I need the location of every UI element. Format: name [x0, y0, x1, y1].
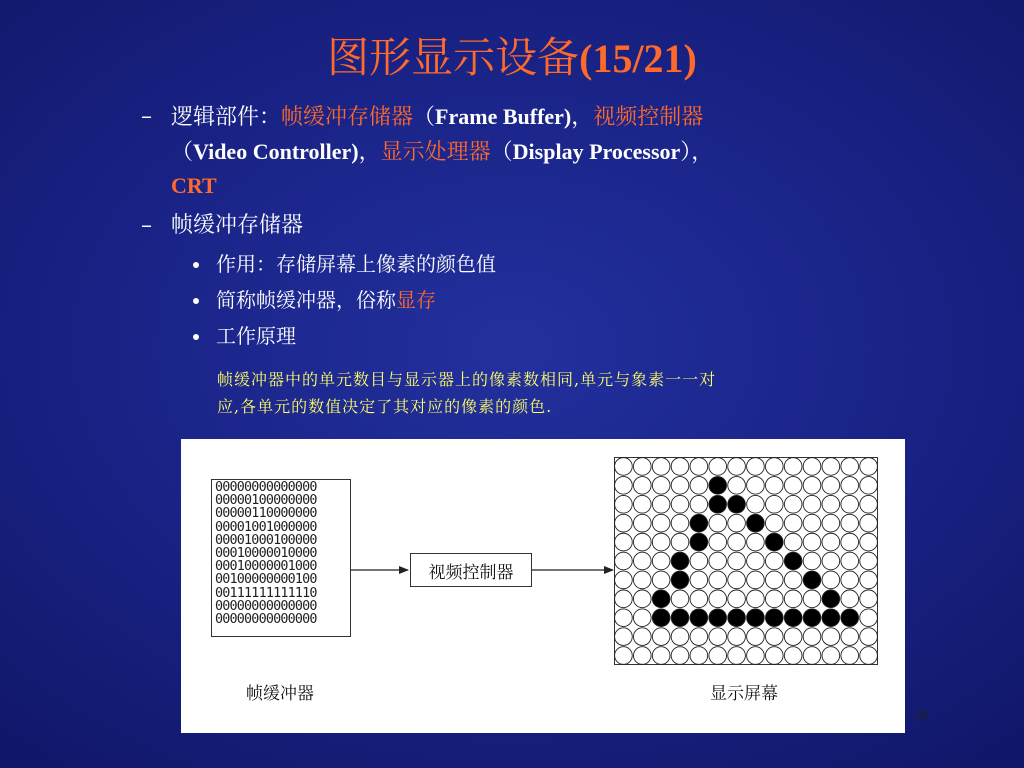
pixel-off [709, 458, 727, 476]
slide-title-text: 图形显示设备 [327, 33, 580, 82]
pixel-off [841, 628, 859, 646]
pixel-lit [803, 609, 821, 627]
pixel-off [784, 647, 802, 665]
pixel-off [765, 571, 783, 589]
text-segment: Display Processor [512, 139, 681, 164]
pixel-off [841, 533, 859, 551]
pixel-lit [709, 609, 727, 627]
pixel-off [765, 590, 783, 608]
pixel-off [690, 571, 708, 589]
pixel-lit [652, 590, 670, 608]
pixel-lit [652, 609, 670, 627]
slide-title-number: (15/21) [579, 36, 697, 81]
pixel-off [633, 571, 651, 589]
pixel-off [784, 495, 802, 513]
pixel-off [747, 477, 765, 495]
pixel-off [728, 458, 746, 476]
pixel-off [633, 647, 651, 665]
pixel-off [860, 552, 878, 570]
pixel-off [784, 533, 802, 551]
pixel-off [747, 552, 765, 570]
pixel-lit [728, 609, 746, 627]
pixel-off [784, 458, 802, 476]
pixel-off [671, 628, 689, 646]
pixel-off [633, 458, 651, 476]
pixel-off [803, 458, 821, 476]
pixel-off [728, 533, 746, 551]
pixel-off [747, 533, 765, 551]
pixel-off [709, 590, 727, 608]
frame-buffer-heading: 帧缓冲存储器 [171, 213, 304, 238]
pixel-off [633, 590, 651, 608]
pixel-off [652, 647, 670, 665]
sub-bullet-alias [216, 285, 436, 315]
pixel-lit [690, 533, 708, 551]
pixel-off [841, 590, 859, 608]
pixel-lit [803, 571, 821, 589]
pixel-off [690, 647, 708, 665]
pixel-off [633, 477, 651, 495]
pixel-off [671, 647, 689, 665]
pixel-off [615, 458, 633, 476]
pixel-off [652, 495, 670, 513]
pixel-off [860, 571, 878, 589]
pixel-off [709, 571, 727, 589]
buffer-row: 00111111111110 [215, 585, 317, 601]
pixel-off [728, 628, 746, 646]
pixel-lit [671, 571, 689, 589]
pixel-off [784, 514, 802, 532]
text-segment: ）， [680, 140, 714, 165]
pixel-off [690, 590, 708, 608]
buffer-row: 00000100000000 [215, 493, 317, 509]
logical-parts-line-3 [171, 171, 217, 202]
pixel-off [765, 552, 783, 570]
pixel-off [747, 590, 765, 608]
pixel-off [765, 477, 783, 495]
pixel-off [860, 514, 878, 532]
pixel-off [747, 495, 765, 513]
pixel-off [841, 514, 859, 532]
text-segment: Video Controller) [193, 139, 359, 164]
frame-buffer-grid [211, 479, 351, 637]
pixel-off [690, 552, 708, 570]
pixel-off [615, 571, 633, 589]
pixel-off [671, 514, 689, 532]
pixel-off [728, 571, 746, 589]
pixel-off [803, 533, 821, 551]
pixel-off [728, 477, 746, 495]
pixel-off [615, 514, 633, 532]
pixel-off [615, 647, 633, 665]
pixel-off [615, 495, 633, 513]
buffer-row: 00010000001000 [215, 559, 317, 575]
pixel-off [860, 495, 878, 513]
pixel-off [652, 477, 670, 495]
pixel-off [671, 590, 689, 608]
pixel-off [784, 571, 802, 589]
pixel-off [860, 590, 878, 608]
pixel-off [709, 647, 727, 665]
video-controller-box: 视频控制器 [410, 553, 532, 587]
bullet-dot [193, 334, 199, 340]
principle-note-line-2: 应,各单元的数值决定了其对应的像素的颜色. [217, 397, 553, 416]
buffer-row: 00000000000000 [215, 611, 317, 627]
pixel-lit [822, 609, 840, 627]
pixel-off [633, 609, 651, 627]
text-segment: 视频控制器 [593, 105, 704, 130]
pixel-off [747, 458, 765, 476]
pixel-lit [765, 533, 783, 551]
pixel-off [747, 628, 765, 646]
pixel-off [652, 533, 670, 551]
pixel-off [841, 647, 859, 665]
pixel-off [765, 514, 783, 532]
sub-bullet-alias-text: 简称帧缓冲器，俗称 [216, 288, 396, 312]
pixel-off [803, 628, 821, 646]
pixel-off [860, 609, 878, 627]
pixel-off [803, 477, 821, 495]
pixel-off [728, 514, 746, 532]
pixel-off [860, 628, 878, 646]
pixel-lit [728, 495, 746, 513]
pixel-lit [747, 514, 765, 532]
pixel-lit [671, 609, 689, 627]
pixel-off [709, 552, 727, 570]
buffer-row: 00000110000000 [215, 506, 317, 522]
pixel-off [709, 533, 727, 551]
sub-bullet-purpose: 作用：存储屏幕上像素的颜色值 [216, 252, 496, 276]
pixel-off [822, 458, 840, 476]
pixel-off [822, 495, 840, 513]
display-screen-caption: 显示屏幕 [710, 684, 778, 704]
pixel-off [615, 533, 633, 551]
pixel-off [841, 495, 859, 513]
pixel-off [841, 458, 859, 476]
logical-parts-line-2 [171, 137, 713, 168]
sub-bullet-alias-highlight: 显存 [396, 288, 436, 312]
pixel-off [803, 647, 821, 665]
pixel-off [822, 571, 840, 589]
pixel-off [822, 647, 840, 665]
pixel-off [690, 495, 708, 513]
pixel-lit [747, 609, 765, 627]
pixel-off [803, 514, 821, 532]
pixel-off [633, 552, 651, 570]
pixel-off [765, 647, 783, 665]
pixel-off [633, 514, 651, 532]
pixel-off [765, 458, 783, 476]
pixel-off [784, 477, 802, 495]
pixel-off [615, 609, 633, 627]
logical-parts-line-1 [171, 102, 703, 133]
buffer-row: 00000000000000 [215, 480, 317, 495]
pixel-off [803, 590, 821, 608]
pixel-off [671, 458, 689, 476]
buffer-row: 00100000000100 [215, 572, 317, 588]
text-segment: 逻辑部件： [171, 105, 282, 130]
text-segment: （ [490, 140, 513, 165]
pixel-off [822, 552, 840, 570]
pixel-off [841, 552, 859, 570]
pixel-off [690, 458, 708, 476]
pixel-off [671, 533, 689, 551]
pixel-off [652, 552, 670, 570]
buffer-row: 00000000000000 [215, 598, 317, 614]
principle-note-line-1: 帧缓冲器中的单元数目与显示器上的像素数相同,单元与象素一一对 [217, 370, 717, 389]
pixel-off [728, 552, 746, 570]
pixel-lit [690, 514, 708, 532]
text-segment: 帧缓冲存储器 [281, 105, 414, 130]
bullet-dot [193, 262, 199, 268]
slide-title [0, 30, 1024, 87]
pixel-off [803, 495, 821, 513]
pixel-off [652, 514, 670, 532]
text-segment: CRT [171, 173, 217, 198]
bullet-dash: – [141, 104, 152, 129]
pixel-off [671, 477, 689, 495]
pixel-off [690, 628, 708, 646]
pixel-lit [822, 590, 840, 608]
pixel-off [709, 628, 727, 646]
pixel-off [841, 477, 859, 495]
pixel-off [633, 495, 651, 513]
pixel-off [841, 571, 859, 589]
pixel-off [822, 628, 840, 646]
text-segment: ， [571, 105, 594, 130]
pixel-off [690, 477, 708, 495]
page-number: 38 [914, 708, 928, 723]
pixel-off [633, 628, 651, 646]
display-screen-grid [614, 457, 878, 665]
pixel-off [822, 533, 840, 551]
pixel-off [615, 477, 633, 495]
pixel-off [633, 533, 651, 551]
pixel-off [728, 590, 746, 608]
pixel-off [860, 458, 878, 476]
pixel-lit [709, 477, 727, 495]
pixel-off [615, 628, 633, 646]
pixel-off [728, 647, 746, 665]
pixel-lit [784, 552, 802, 570]
pixel-off [671, 495, 689, 513]
text-segment: ， [358, 140, 381, 165]
pixel-lit [784, 609, 802, 627]
pixel-off [652, 571, 670, 589]
pixel-lit [841, 609, 859, 627]
pixel-lit [671, 552, 689, 570]
text-segment: （ [413, 105, 436, 130]
pixel-off [747, 571, 765, 589]
buffer-row: 00001001000000 [215, 519, 317, 535]
bullet-dash: – [141, 213, 152, 238]
text-segment: （ [171, 140, 194, 165]
pixel-off [615, 590, 633, 608]
pixel-off [784, 590, 802, 608]
sub-bullet-principle: 工作原理 [216, 324, 296, 348]
pixel-off [803, 552, 821, 570]
pixel-lit [690, 609, 708, 627]
pixel-off [709, 514, 727, 532]
pixel-lit [765, 609, 783, 627]
bullet-dot [193, 298, 199, 304]
text-segment: Frame Buffer) [435, 104, 572, 129]
pixel-off [784, 628, 802, 646]
pixel-off [860, 477, 878, 495]
pixel-off [765, 495, 783, 513]
pixel-off [652, 628, 670, 646]
text-segment: 显示处理器 [380, 140, 491, 165]
frame-buffer-caption: 帧缓冲器 [246, 684, 314, 704]
pixel-off [860, 533, 878, 551]
pixel-off [822, 514, 840, 532]
pixel-off [765, 628, 783, 646]
buffer-row: 00010000010000 [215, 545, 317, 561]
pixel-lit [709, 495, 727, 513]
pixel-off [860, 647, 878, 665]
pixel-off [652, 458, 670, 476]
buffer-row: 00001000100000 [215, 532, 317, 548]
pixel-off [747, 647, 765, 665]
pixel-off [822, 477, 840, 495]
pixel-off [615, 552, 633, 570]
